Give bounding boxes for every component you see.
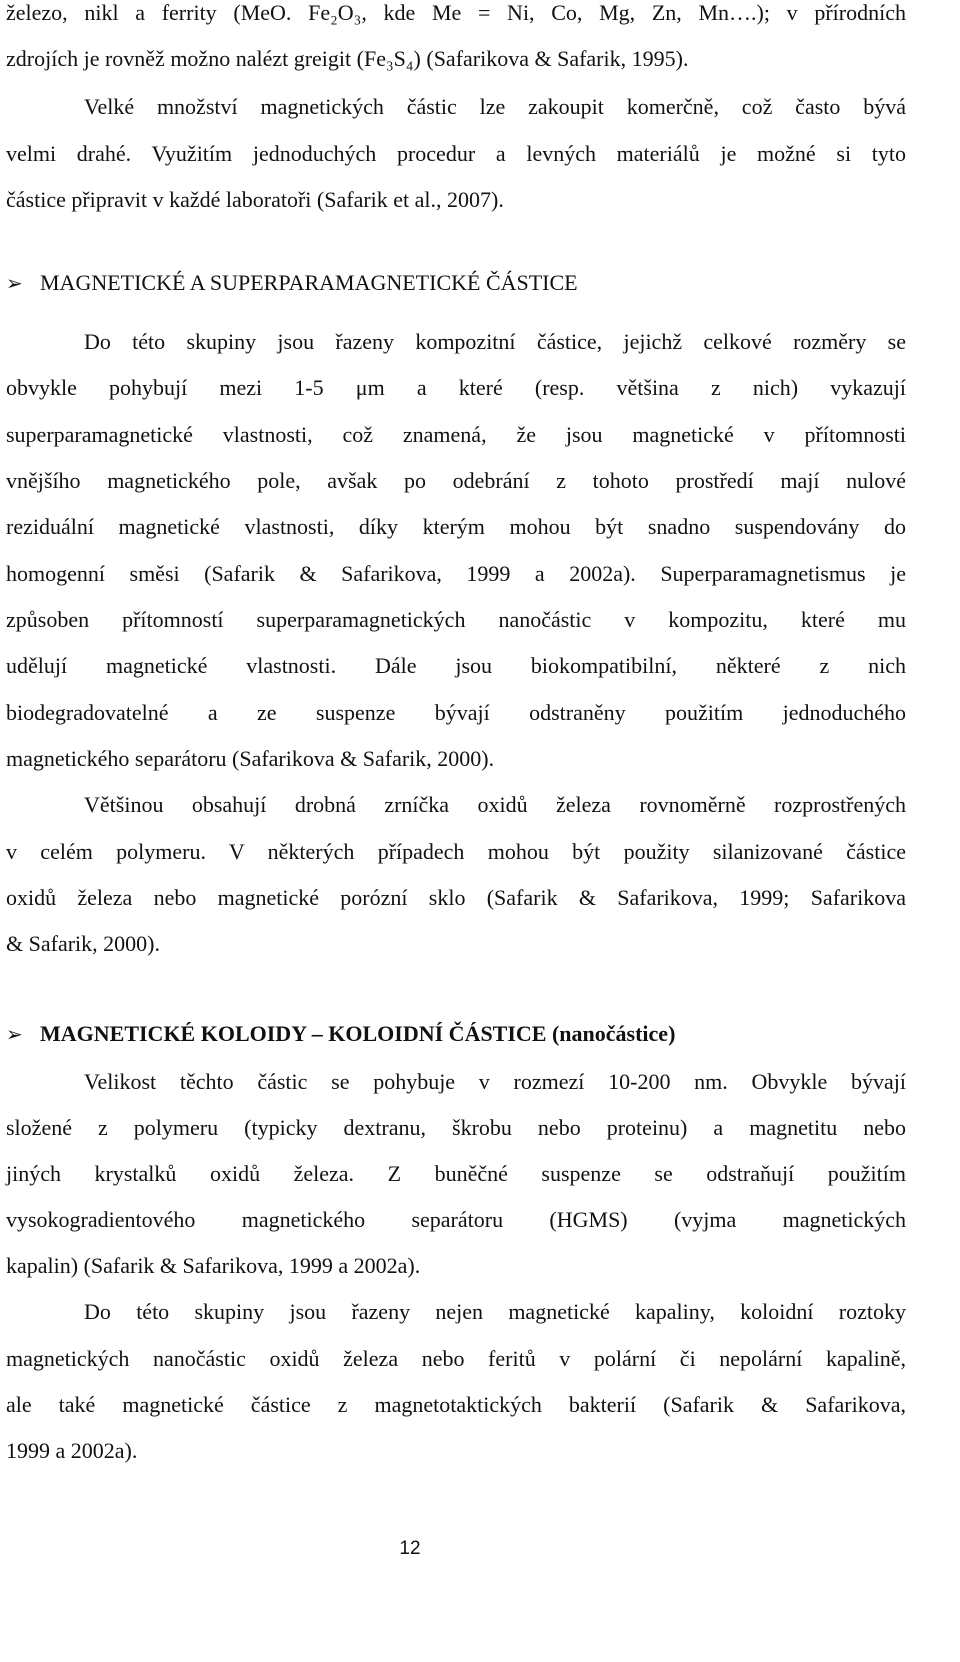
text-line: částice připravit v každé laboratoři (Safarik et al., 2007). — [6, 187, 504, 212]
text-line: magnetických nanočástic oxidů železa nebo feritů v polární či nepolární kapalině, — [6, 1346, 906, 1371]
text-line: magnetického separátoru (Safarikova & Safarik, 2000). — [6, 746, 495, 771]
section-heading — [6, 268, 936, 298]
text-line: Většinou obsahují drobná zrníčka oxidů železa rovnoměrně rozprostřených — [84, 792, 906, 817]
text-line: biodegradovatelné a ze suspenze bývají odstraněny použitím jednoduchého — [6, 700, 906, 725]
section-heading-text: MAGNETICKÉ KOLOIDY – KOLOIDNÍ ČÁSTICE (nanočástice) — [40, 1021, 676, 1046]
text-line: velmi drahé. Využitím jednoduchých procedur a levných materiálů je možné si tyto — [6, 141, 906, 166]
text-line: zdrojích je rovněž možno nalézt greigit (Fe₃S₄) (Safarikova & Safarik, 1995). — [6, 46, 689, 71]
text-line: Do této skupiny jsou řazeny kompozitní částice, jejichž celkové rozměry se — [84, 329, 906, 354]
text-line: superparamagnetické vlastnosti, což znamená, že jsou magnetické v přítomnosti — [6, 422, 906, 447]
text-line: železo, nikl a ferrity (MeO. Fe₂O₃, kde Me = Ni, Co, Mg, Zn, Mn….); v přírodních — [6, 0, 906, 25]
page-number: 12 — [399, 1538, 421, 1559]
section-heading-text: MAGNETICKÉ A SUPERPARAMAGNETICKÉ ČÁSTICE — [40, 270, 578, 295]
text-line: udělují magnetické vlastnosti. Dále jsou biokompatibilní, některé z nich — [6, 653, 906, 678]
text-line: kapalin) (Safarik & Safarikova, 1999 a 2002a). — [6, 1253, 421, 1278]
text-line: vysokogradientového magnetického separátoru (HGMS) (vyjma magnetických — [6, 1207, 906, 1232]
text-line: 1999 a 2002a). — [6, 1438, 138, 1463]
text-line: obvykle pohybují mezi 1-5 μm a které (resp. většina z nich) vykazují — [6, 375, 906, 400]
text-line: reziduální magnetické vlastnosti, díky kterým mohou být snadno suspendovány do — [6, 514, 906, 539]
text-line: oxidů železa nebo magnetické porózní sklo (Safarik & Safarikova, 1999; Safarikova — [6, 885, 906, 910]
text-line: způsoben přítomností superparamagnetických nanočástic v kompozitu, které mu — [6, 607, 906, 632]
text-line: Velikost těchto částic se pohybuje v rozmezí 10-200 nm. Obvykle bývají — [84, 1069, 906, 1094]
arrow-bullet-icon: ➢ — [6, 271, 23, 295]
text-line: v celém polymeru. V některých případech mohou být použity silanizované částice — [6, 839, 906, 864]
text-line: ale také magnetické částice z magnetotaktických bakterií (Safarik & Safarikova, — [6, 1392, 906, 1417]
section-heading — [6, 1019, 936, 1049]
text-line: vnějšího magnetického pole, avšak po odebrání z tohoto prostředí mají nulové — [6, 468, 906, 493]
text-line: složené z polymeru (typicky dextranu, škrobu nebo proteinu) a magnetitu nebo — [6, 1115, 906, 1140]
text-line: homogenní směsi (Safarik & Safarikova, 1999 a 2002a). Superparamagnetismus je — [6, 561, 906, 586]
text-line: jiných krystalků oxidů železa. Z buněčné suspenze se odstraňují použitím — [6, 1161, 906, 1186]
text-line: Do této skupiny jsou řazeny nejen magnetické kapaliny, koloidní roztoky — [84, 1299, 906, 1324]
text-line: & Safarik, 2000). — [6, 931, 160, 956]
arrow-bullet-icon: ➢ — [6, 1022, 23, 1046]
text-line: Velké množství magnetických částic lze zakoupit komerčně, což často bývá — [84, 94, 906, 119]
